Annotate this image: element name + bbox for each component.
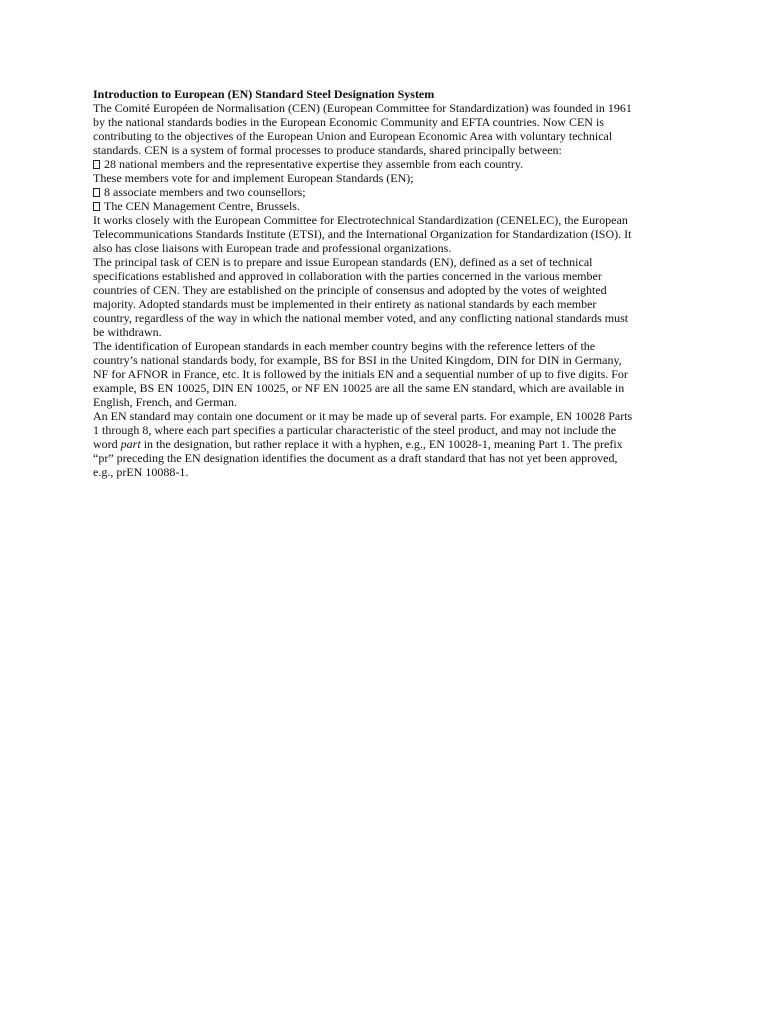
- members-vote-line: These members vote for and implement European Standards (EN);: [93, 171, 414, 185]
- bullet-box-icon: [93, 188, 100, 197]
- bullet-text: 8 associate members and two counsellors;: [104, 185, 306, 199]
- parts-italic-word: part: [120, 437, 141, 451]
- document-title: Introduction to European (EN) Standard Steel Designation System: [93, 87, 435, 101]
- bullet-box-icon: [93, 202, 100, 211]
- bullet-item-national-members: [93, 157, 638, 171]
- bullet-text: The CEN Management Centre, Brussels.: [104, 199, 300, 213]
- bullet-item-associate-members: [93, 185, 638, 199]
- parts-text-a: An EN standard may contain one document or it may be made up of several parts. For example, EN 10028 Parts 1 through 8, where each part specifies a particular characteristic of the steel product, and may not include the word: [93, 409, 633, 451]
- intro-paragraph: The Comité Européen de Normalisation (CEN) (European Committee for Standardization) was founded in 1961 by the national standards bodies in the European Economic Community and EFTA countries. Now CEN is contributing to the objectives of the European Union and European Economic Area with voluntary technical standards. CEN is a system of formal processes to produce standards, shared principally between:: [93, 101, 632, 157]
- bullet-text: 28 national members and the representative expertise they assemble from each country.: [104, 157, 524, 171]
- parts-text-b: in the designation, but rather replace it with a hyphen, e.g., EN 10028-1, meaning Part 1. The prefix “pr” preceding the EN designation identifies the document as a draft standard that has not yet been approved, e.g., prEN 10088-1.: [93, 437, 623, 479]
- identification-paragraph: The identification of European standards in each member country begins with the reference letters of the country’s national standards body, for example, BS for BSI in the United Kingdom, DIN for DIN in Germany, NF for AFNOR in France, etc. It is followed by the initials EN and a sequential number of up to five digits. For example, BS EN 10025, DIN EN 10025, or NF EN 10025 are all the same EN standard, which are available in English, French, and German.: [93, 339, 628, 409]
- cenelec-paragraph: It works closely with the European Committee for Electrotechnical Standardization (CENELEC), the European Telecommunications Standards Institute (ETSI), and the International Organization for Standardization (ISO). It also has close liaisons with European trade and professional organizations.: [93, 213, 632, 255]
- bullet-item-management-centre: [93, 199, 638, 213]
- bullet-box-icon: [93, 160, 100, 169]
- parts-paragraph: [93, 409, 638, 479]
- principal-task-paragraph: The principal task of CEN is to prepare and issue European standards (EN), defined as a set of technical specifications established and approved in collaboration with the parties concerned in the various member countries of CEN. They are established on the principle of consensus and adopted by the votes of weighted majority. Adopted standards must be implemented in their entirety as national standards by each member country, regardless of the way in which the national member voted, and any conflicting national standards must be withdrawn.: [93, 255, 629, 339]
- document-body: [93, 87, 638, 479]
